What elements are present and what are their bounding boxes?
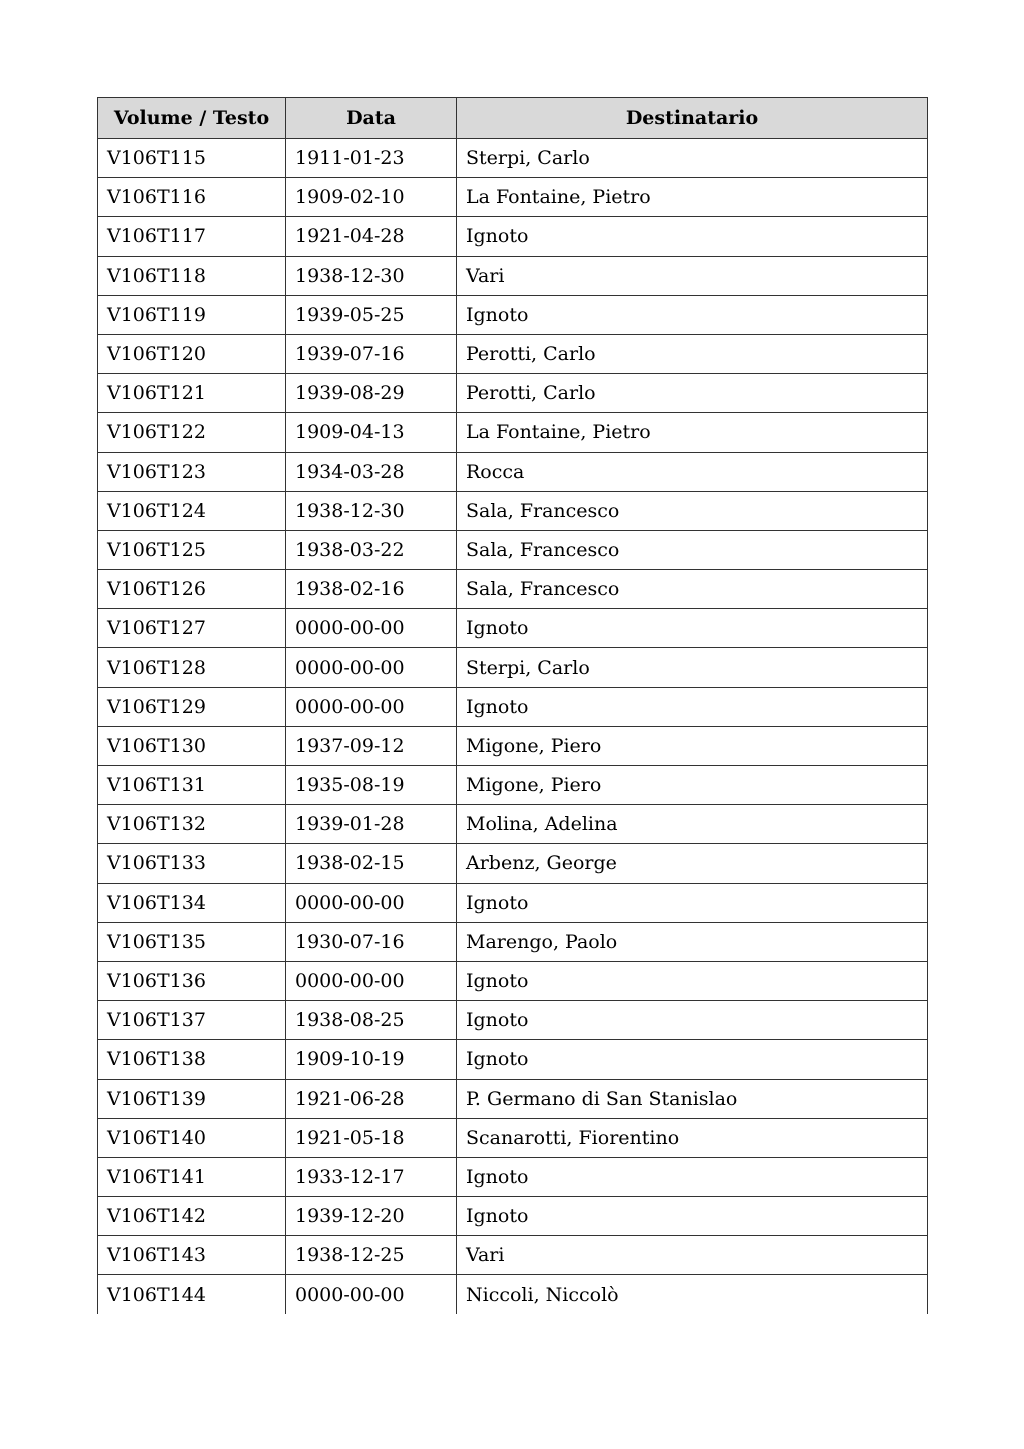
table-row [98,687,928,726]
cell-volume-testo: V106T124 [98,491,286,530]
cell-destinatario: Vari [457,256,928,295]
cell-data: 0000-00-00 [286,648,457,687]
cell-data: 0000-00-00 [286,687,457,726]
cell-volume-testo: V106T125 [98,530,286,569]
cell-destinatario: Sterpi, Carlo [457,648,928,687]
table-row [98,1118,928,1157]
header-destinatario: Destinatario [457,98,928,139]
cell-volume-testo: V106T126 [98,570,286,609]
cell-data: 1938-12-25 [286,1236,457,1275]
table-header [98,98,928,139]
cell-data: 1939-08-29 [286,374,457,413]
table-row [98,1040,928,1079]
cell-volume-testo: V106T129 [98,687,286,726]
cell-volume-testo: V106T119 [98,295,286,334]
table-row [98,178,928,217]
cell-destinatario: Arbenz, George [457,844,928,883]
table-row [98,648,928,687]
table-row [98,766,928,805]
header-data: Data [286,98,457,139]
cell-destinatario: Vari [457,1236,928,1275]
table-row [98,334,928,373]
cell-volume-testo: V106T136 [98,961,286,1000]
cell-destinatario: Sala, Francesco [457,530,928,569]
table-row [98,413,928,452]
cell-destinatario: La Fontaine, Pietro [457,178,928,217]
cell-volume-testo: V106T137 [98,1001,286,1040]
cell-volume-testo: V106T132 [98,805,286,844]
cell-destinatario: Sala, Francesco [457,570,928,609]
cell-destinatario: Perotti, Carlo [457,374,928,413]
cell-data: 1911-01-23 [286,139,457,178]
cell-volume-testo: V106T140 [98,1118,286,1157]
table-row [98,491,928,530]
header-volume-testo: Volume / Testo [98,98,286,139]
table-row [98,374,928,413]
cell-destinatario: Ignoto [457,1040,928,1079]
cell-volume-testo: V106T139 [98,1079,286,1118]
cell-data: 1939-05-25 [286,295,457,334]
cell-volume-testo: V106T121 [98,374,286,413]
cell-volume-testo: V106T118 [98,256,286,295]
table-row [98,217,928,256]
cell-destinatario: Sala, Francesco [457,491,928,530]
cell-destinatario: Ignoto [457,1197,928,1236]
cell-data: 1933-12-17 [286,1157,457,1196]
table-row [98,961,928,1000]
cell-destinatario: Ignoto [457,295,928,334]
cell-data: 1938-02-16 [286,570,457,609]
cell-destinatario: Ignoto [457,883,928,922]
cell-data: 1938-12-30 [286,491,457,530]
table-row [98,452,928,491]
cell-data: 1921-04-28 [286,217,457,256]
table-row [98,805,928,844]
cell-destinatario: Ignoto [457,1001,928,1040]
cell-data: 1930-07-16 [286,922,457,961]
cell-volume-testo: V106T116 [98,178,286,217]
table-row [98,609,928,648]
cell-volume-testo: V106T144 [98,1275,286,1314]
table-body [98,139,928,1314]
cell-volume-testo: V106T130 [98,726,286,765]
table-row [98,256,928,295]
cell-data: 1939-01-28 [286,805,457,844]
header-row [98,98,928,139]
cell-destinatario: Ignoto [457,1157,928,1196]
cell-data: 1921-06-28 [286,1079,457,1118]
table-row [98,295,928,334]
cell-data: 1909-04-13 [286,413,457,452]
cell-data: 0000-00-00 [286,609,457,648]
cell-destinatario: Migone, Piero [457,766,928,805]
cell-destinatario: Molina, Adelina [457,805,928,844]
cell-volume-testo: V106T120 [98,334,286,373]
cell-destinatario: Niccoli, Niccolò [457,1275,928,1314]
cell-volume-testo: V106T142 [98,1197,286,1236]
table-row [98,883,928,922]
cell-volume-testo: V106T143 [98,1236,286,1275]
table-row [98,1157,928,1196]
cell-data: 1938-03-22 [286,530,457,569]
cell-destinatario: La Fontaine, Pietro [457,413,928,452]
cell-destinatario: Migone, Piero [457,726,928,765]
cell-volume-testo: V106T133 [98,844,286,883]
cell-destinatario: Rocca [457,452,928,491]
cell-destinatario: Marengo, Paolo [457,922,928,961]
cell-volume-testo: V106T134 [98,883,286,922]
letters-table [97,97,928,1314]
cell-data: 0000-00-00 [286,961,457,1000]
table-row [98,1079,928,1118]
table-row [98,570,928,609]
cell-volume-testo: V106T141 [98,1157,286,1196]
table-row [98,1236,928,1275]
cell-data: 1939-07-16 [286,334,457,373]
cell-destinatario: Scanarotti, Fiorentino [457,1118,928,1157]
table-row [98,726,928,765]
table-row [98,530,928,569]
table-row [98,139,928,178]
cell-volume-testo: V106T115 [98,139,286,178]
table-row [98,922,928,961]
cell-data: 1909-10-19 [286,1040,457,1079]
cell-data: 1921-05-18 [286,1118,457,1157]
cell-volume-testo: V106T131 [98,766,286,805]
cell-data: 1909-02-10 [286,178,457,217]
cell-data: 1934-03-28 [286,452,457,491]
cell-destinatario: Perotti, Carlo [457,334,928,373]
cell-volume-testo: V106T117 [98,217,286,256]
cell-data: 1935-08-19 [286,766,457,805]
cell-data: 1937-09-12 [286,726,457,765]
cell-destinatario: Ignoto [457,609,928,648]
cell-volume-testo: V106T127 [98,609,286,648]
cell-destinatario: Ignoto [457,961,928,1000]
cell-destinatario: Ignoto [457,687,928,726]
table-row [98,844,928,883]
cell-volume-testo: V106T128 [98,648,286,687]
cell-data: 1938-02-15 [286,844,457,883]
table-row [98,1001,928,1040]
cell-destinatario: P. Germano di San Stanislao [457,1079,928,1118]
cell-destinatario: Ignoto [457,217,928,256]
letters-table-container [97,97,927,1314]
cell-data: 1939-12-20 [286,1197,457,1236]
cell-destinatario: Sterpi, Carlo [457,139,928,178]
cell-volume-testo: V106T138 [98,1040,286,1079]
cell-volume-testo: V106T122 [98,413,286,452]
table-row [98,1197,928,1236]
cell-data: 0000-00-00 [286,883,457,922]
cell-volume-testo: V106T123 [98,452,286,491]
cell-data: 1938-08-25 [286,1001,457,1040]
cell-volume-testo: V106T135 [98,922,286,961]
cell-data: 0000-00-00 [286,1275,457,1314]
cell-data: 1938-12-30 [286,256,457,295]
table-row [98,1275,928,1314]
